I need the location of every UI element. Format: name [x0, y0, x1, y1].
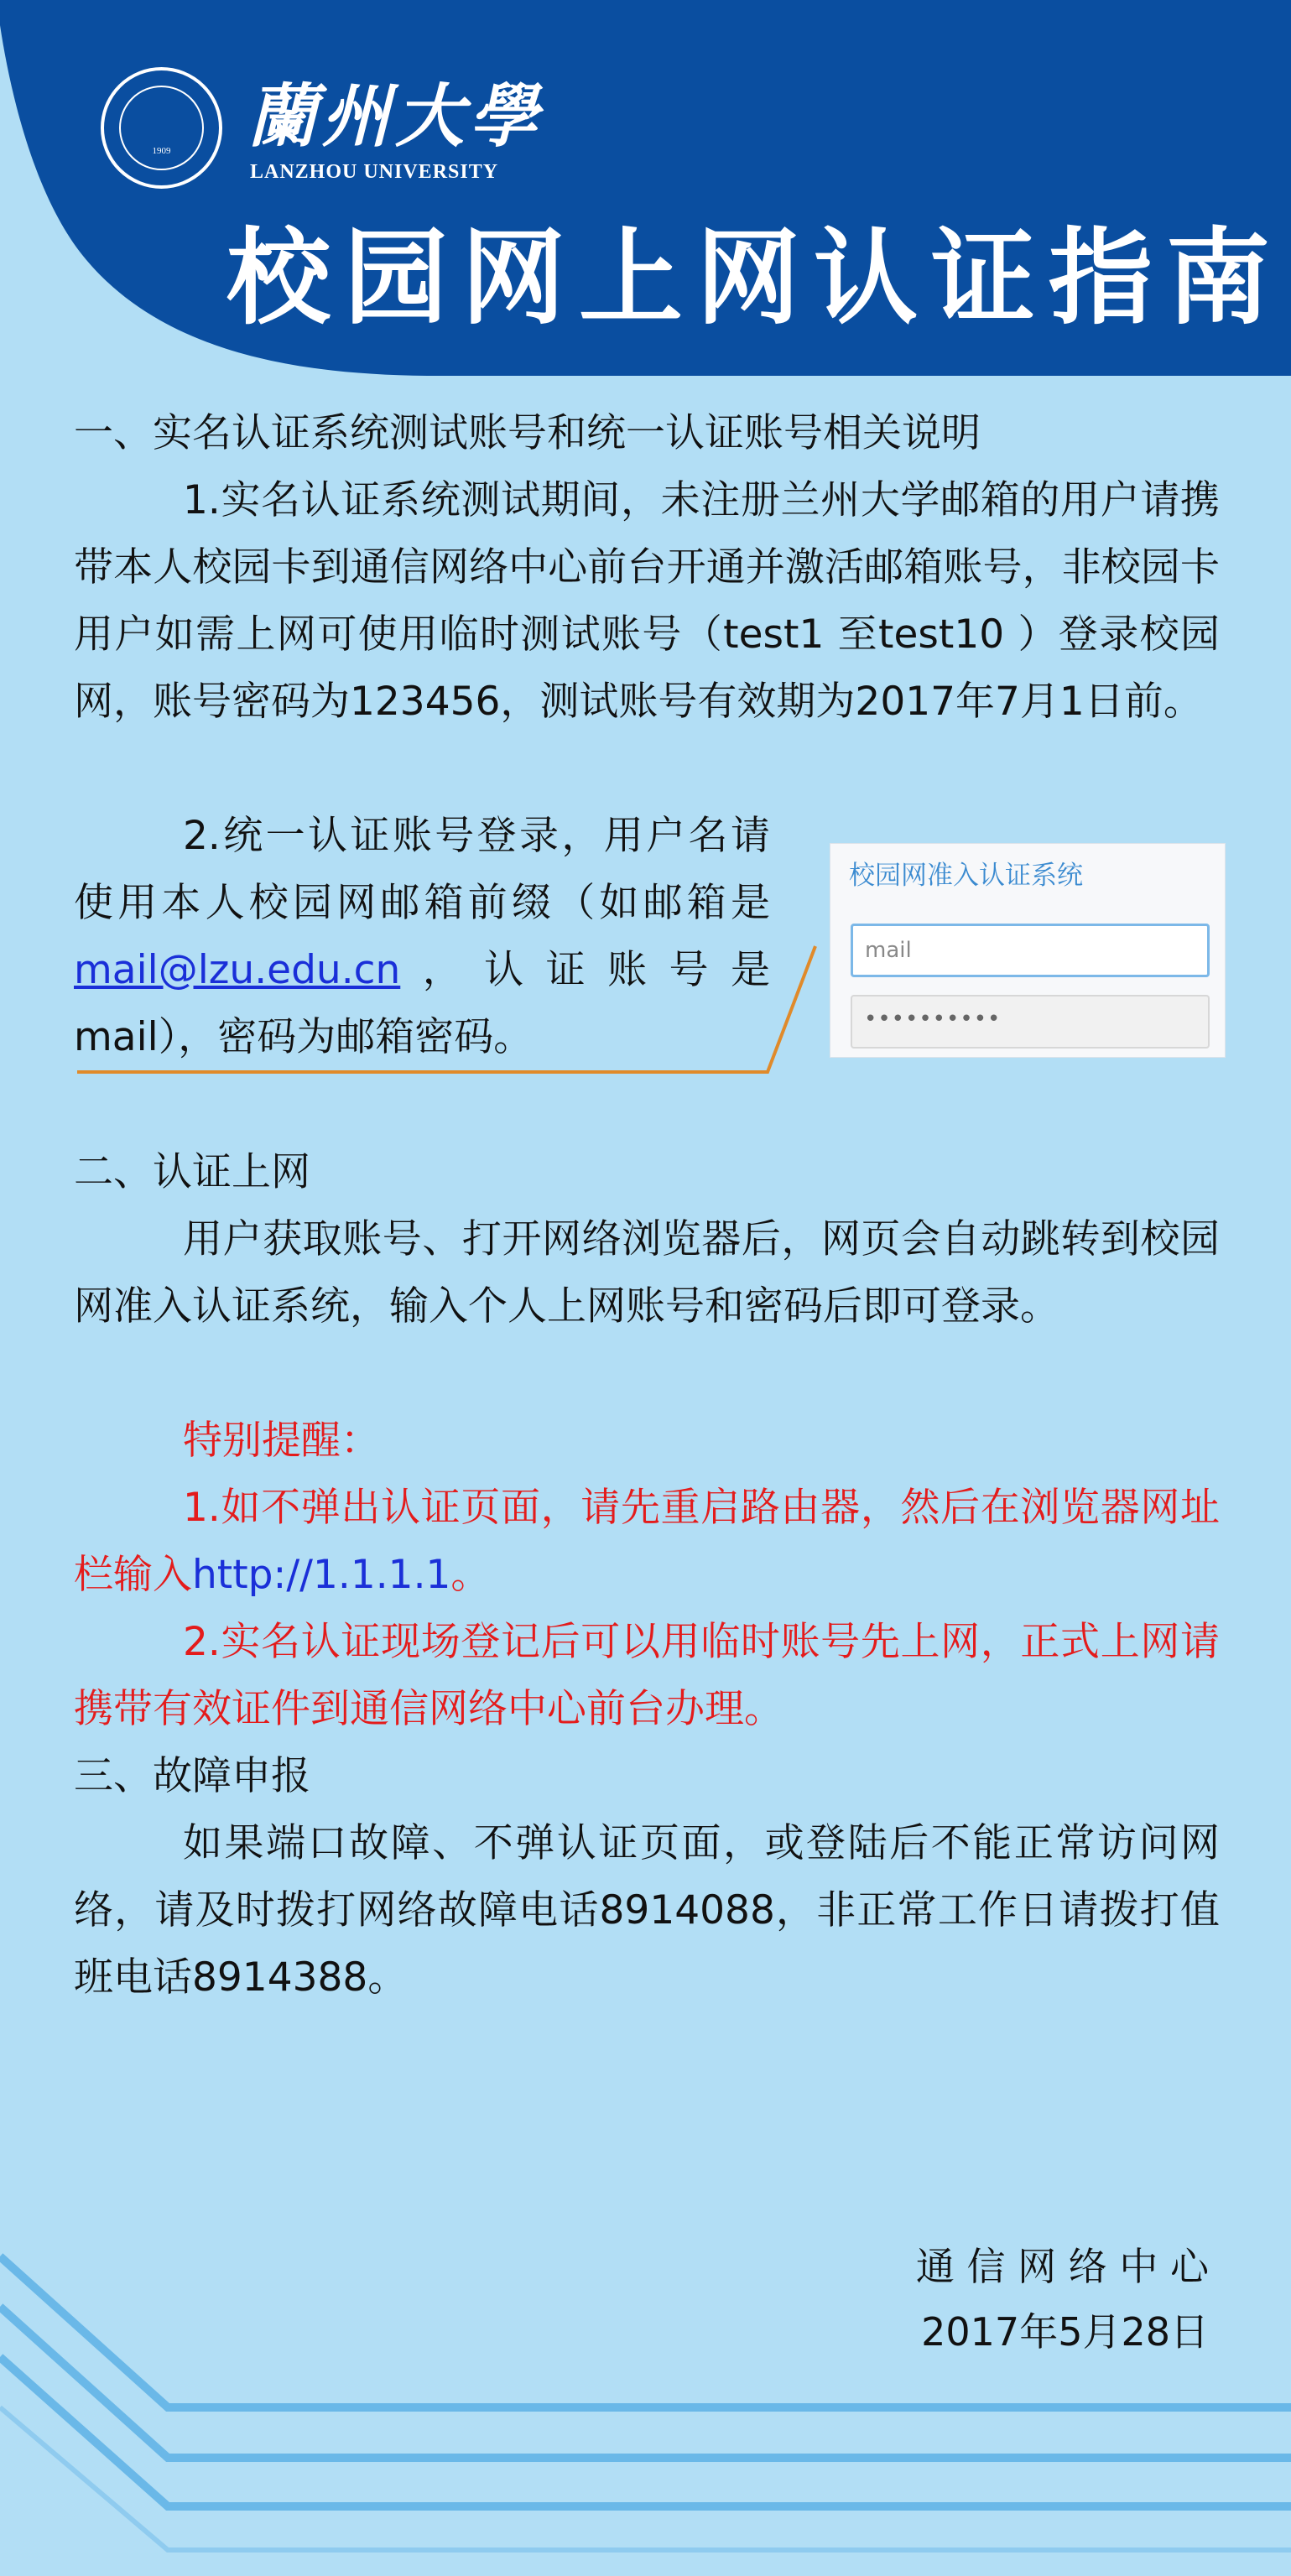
footer-stripe-light: [0, 2407, 1291, 2550]
footer-organization: 通 信 网 络 中 心: [915, 2244, 1209, 2289]
seal-icon: [101, 67, 222, 189]
page-title: 校园网上网认证指南: [226, 218, 1284, 339]
section1-p2-text-a: 2.统一认证账号登录，用户名请使用本人校园网邮箱前缀（如邮箱是: [74, 813, 770, 926]
reminder-2: 2.实名认证现场登记后可以用临时账号先上网，正式上网请携带有效证件到通信网络中心前台办理。: [74, 1619, 1220, 1732]
section1-paragraph1: 1.实名认证系统测试期间，未注册兰州大学邮箱的用户请携带本人校园卡到通信网络中心前台开通并激活邮箱账号，非校园卡用户如需上网可使用临时测试账号（test1 至test10 ）登录校园网，账号密码为123456，测试账号有效期为2017年7月1日前。: [74, 477, 1220, 725]
logo-chinese-name: 蘭州大學: [247, 76, 543, 157]
section2-paragraph: 用户获取账号、打开网络浏览器后，网页会自动跳转到校园网准入认证系统，输入个人上网账号和密码后即可登录。: [74, 1216, 1220, 1330]
email-link[interactable]: mail@lzu.edu.cn: [74, 947, 401, 993]
reminder-1-text-b: 。: [450, 1552, 491, 1598]
section1-heading: 一、实名认证系统测试账号和统一认证账号相关说明: [74, 410, 981, 456]
login-screenshot: [830, 844, 1225, 1057]
footer-date: 2017年5月28日: [921, 2309, 1209, 2355]
section1-paragraph2: [74, 803, 770, 1071]
reminder-1: [74, 1475, 1220, 1609]
portal-url[interactable]: http://1.1.1.1: [192, 1552, 451, 1598]
login-system-title: 校园网准入认证系统: [849, 861, 1083, 891]
section3-heading: 三、故障申报: [74, 1753, 310, 1799]
reminder-label: 特别提醒：: [183, 1418, 380, 1464]
password-field: ••••••••••: [851, 995, 1210, 1049]
username-field: mail: [851, 924, 1210, 977]
reminder-1-text-a: 1.如不弹出认证页面，请先重启路由器，然后在浏览器网址栏输入: [74, 1485, 1220, 1598]
section1-p2-text-b: ，认证账号是mail），密码为邮箱密码。: [74, 947, 770, 1060]
seal-year: 1909: [152, 146, 171, 156]
section3-paragraph: 如果端口故障、不弹认证页面，或登陆后不能正常访问网络，请及时拨打网络故障电话8914088，非正常工作日请拨打值班电话8914388。: [74, 1820, 1220, 2001]
section2-heading: 二、认证上网: [74, 1149, 310, 1195]
logo-english-name: LANZHOU UNIVERSITY: [250, 161, 499, 183]
